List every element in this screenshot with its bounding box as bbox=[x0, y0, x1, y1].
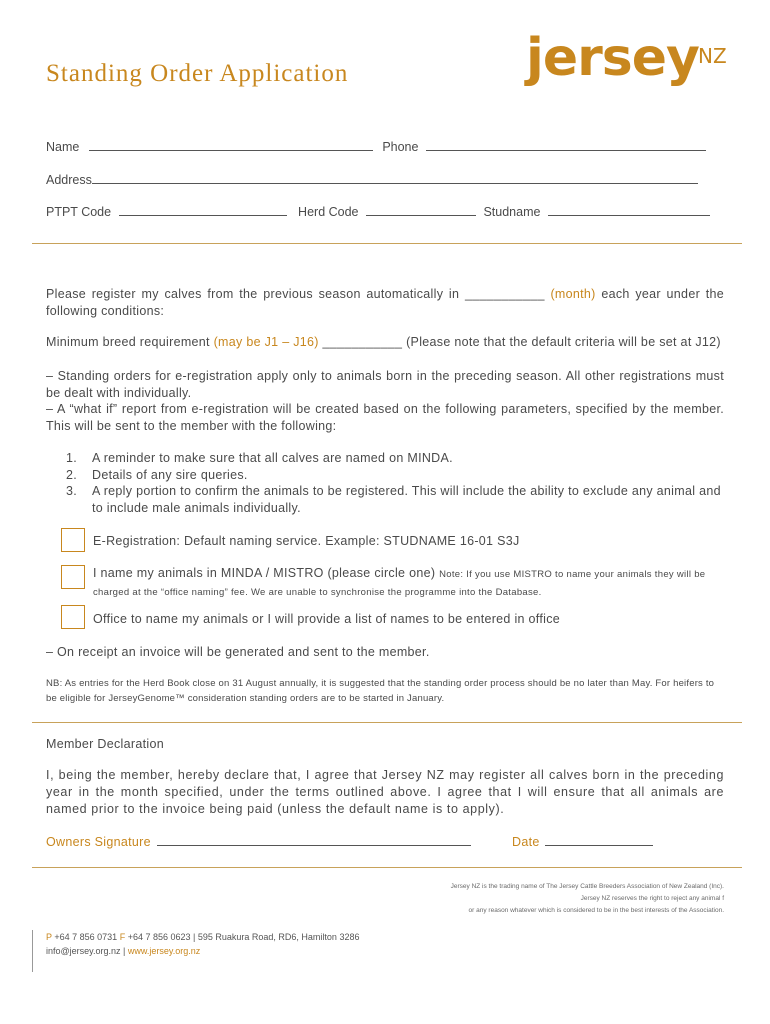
herd-label: Herd Code bbox=[298, 205, 359, 219]
option-note: Note: If you use MISTRO to name your animals they will be charged at the “office naming” fee. We are unable to synchronise the programme into the Database. bbox=[93, 569, 706, 598]
option-label: I name my animals in MINDA / MISTRO (please circle one) Note: If you use MISTRO to name your animals they will be charged at the “office naming” fee. We are unable to synchronise the programme into the Database. bbox=[93, 566, 706, 598]
studname-field[interactable] bbox=[548, 204, 710, 216]
invoice-note: – On receipt an invoice will be generated and sent to the member. bbox=[46, 645, 430, 659]
option-label: Office to name my animals or I will provide a list of names to be entered in office bbox=[93, 612, 561, 626]
option-checkbox-office-naming[interactable] bbox=[61, 605, 85, 629]
jersey-nz-logo bbox=[526, 28, 727, 94]
signature-row bbox=[46, 834, 471, 849]
footer bbox=[46, 930, 359, 958]
email-link[interactable]: info@jersey.org.nz bbox=[46, 946, 121, 956]
declaration-heading: Member Declaration bbox=[46, 737, 164, 751]
phone-field[interactable] bbox=[426, 139, 706, 151]
ptpt-field[interactable] bbox=[119, 204, 287, 216]
name-field[interactable] bbox=[89, 139, 373, 151]
footer-rule bbox=[32, 930, 33, 972]
footer-contact: P +64 7 856 0731 F +64 7 856 0623 | 595 Ruakura Road, RD6, Hamilton 3286 bbox=[46, 932, 360, 942]
option-checkbox-minda-mistro[interactable] bbox=[61, 565, 85, 589]
breed-row bbox=[46, 335, 721, 349]
breed-blank[interactable]: ___________ bbox=[322, 335, 403, 349]
date-row bbox=[512, 834, 653, 849]
date-field[interactable] bbox=[545, 834, 653, 846]
legal-notice: Jersey NZ is the trading name of The Jersey Cattle Breeders Association of New Zealand (Inc). Jersey NZ reserves the right to reject any animal f or any reason whatever which is considered to be in the best interests of the Association. bbox=[450, 883, 724, 914]
intro-text-2: each year under the following conditions: bbox=[46, 287, 725, 318]
name-label: Name bbox=[46, 140, 80, 154]
address-row bbox=[46, 172, 698, 187]
divider bbox=[32, 243, 742, 244]
website-link[interactable]: www.jersey.org.nz bbox=[127, 946, 201, 956]
divider bbox=[32, 722, 742, 723]
signature-label: Owners Signature bbox=[46, 835, 151, 849]
address-label: Address bbox=[46, 173, 92, 187]
address-field[interactable] bbox=[92, 172, 698, 184]
nb-note: NB: As entries for the Herd Book close on 31 August annually, it is suggested that the standing order process should be no later than May. For heifers to be eligible for JerseyGenome™ consideration standing orders are to be started in January. bbox=[46, 678, 715, 704]
footer-links: info@jersey.org.nz | www.jersey.org.nz bbox=[46, 946, 201, 956]
month-hint: (month) bbox=[550, 287, 596, 301]
name-row bbox=[46, 139, 706, 154]
breed-note: (Please note that the default criteria will be set at J12) bbox=[406, 335, 721, 349]
condition-text: – Standing orders for e-registration apply only to animals born in the preceding season. All other registrations must be dealt with individually. bbox=[46, 369, 724, 400]
logo-word: jersey bbox=[526, 28, 699, 88]
month-blank[interactable]: ___________ bbox=[464, 287, 545, 301]
studname-label: Studname bbox=[483, 205, 541, 219]
page-title: Standing Order Application bbox=[46, 60, 349, 87]
conditions bbox=[46, 368, 724, 434]
condition-text: – A “what if” report from e-registration will be created based on the following parameters, specified by the member. This will be sent to the member with the following: bbox=[46, 402, 724, 433]
declaration-text: I, being the member, hereby declare that, I agree that Jersey NZ may register all calves born in the preceding year in the month specified, under the terms outlined above. I agree that I will ensure that all animals are named prior to the invoice being paid (unless the default name is to apply). bbox=[46, 768, 724, 816]
ptpt-label: PTPT Code bbox=[46, 205, 112, 219]
divider bbox=[32, 867, 742, 868]
logo-suffix: NZ bbox=[698, 44, 727, 68]
intro-text: Please register my calves from the previous season automatically in bbox=[46, 287, 460, 301]
date-label: Date bbox=[512, 835, 540, 849]
list-item: 1. A reminder to make sure that all calves are named on MINDA. bbox=[66, 451, 453, 465]
option-label: E-Registration: Default naming service. Example: STUDNAME 16-01 S3J bbox=[93, 534, 520, 548]
phone-label: Phone bbox=[382, 140, 419, 154]
intro-paragraph bbox=[46, 286, 724, 319]
codes-row bbox=[46, 204, 710, 219]
breed-range: (may be J1 – J16) bbox=[213, 335, 319, 349]
breed-label: Minimum breed requirement bbox=[46, 335, 210, 349]
option-checkbox-eregistration[interactable] bbox=[61, 528, 85, 552]
herd-field[interactable] bbox=[366, 204, 476, 216]
list-item: 2. Details of any sire queries. bbox=[66, 467, 248, 482]
signature-field[interactable] bbox=[157, 834, 471, 846]
numbered-list bbox=[66, 450, 726, 516]
list-item: 3. A reply portion to confirm the animals to be registered. This will include the ability to exclude any animal and to include male animals individually. bbox=[66, 484, 721, 515]
